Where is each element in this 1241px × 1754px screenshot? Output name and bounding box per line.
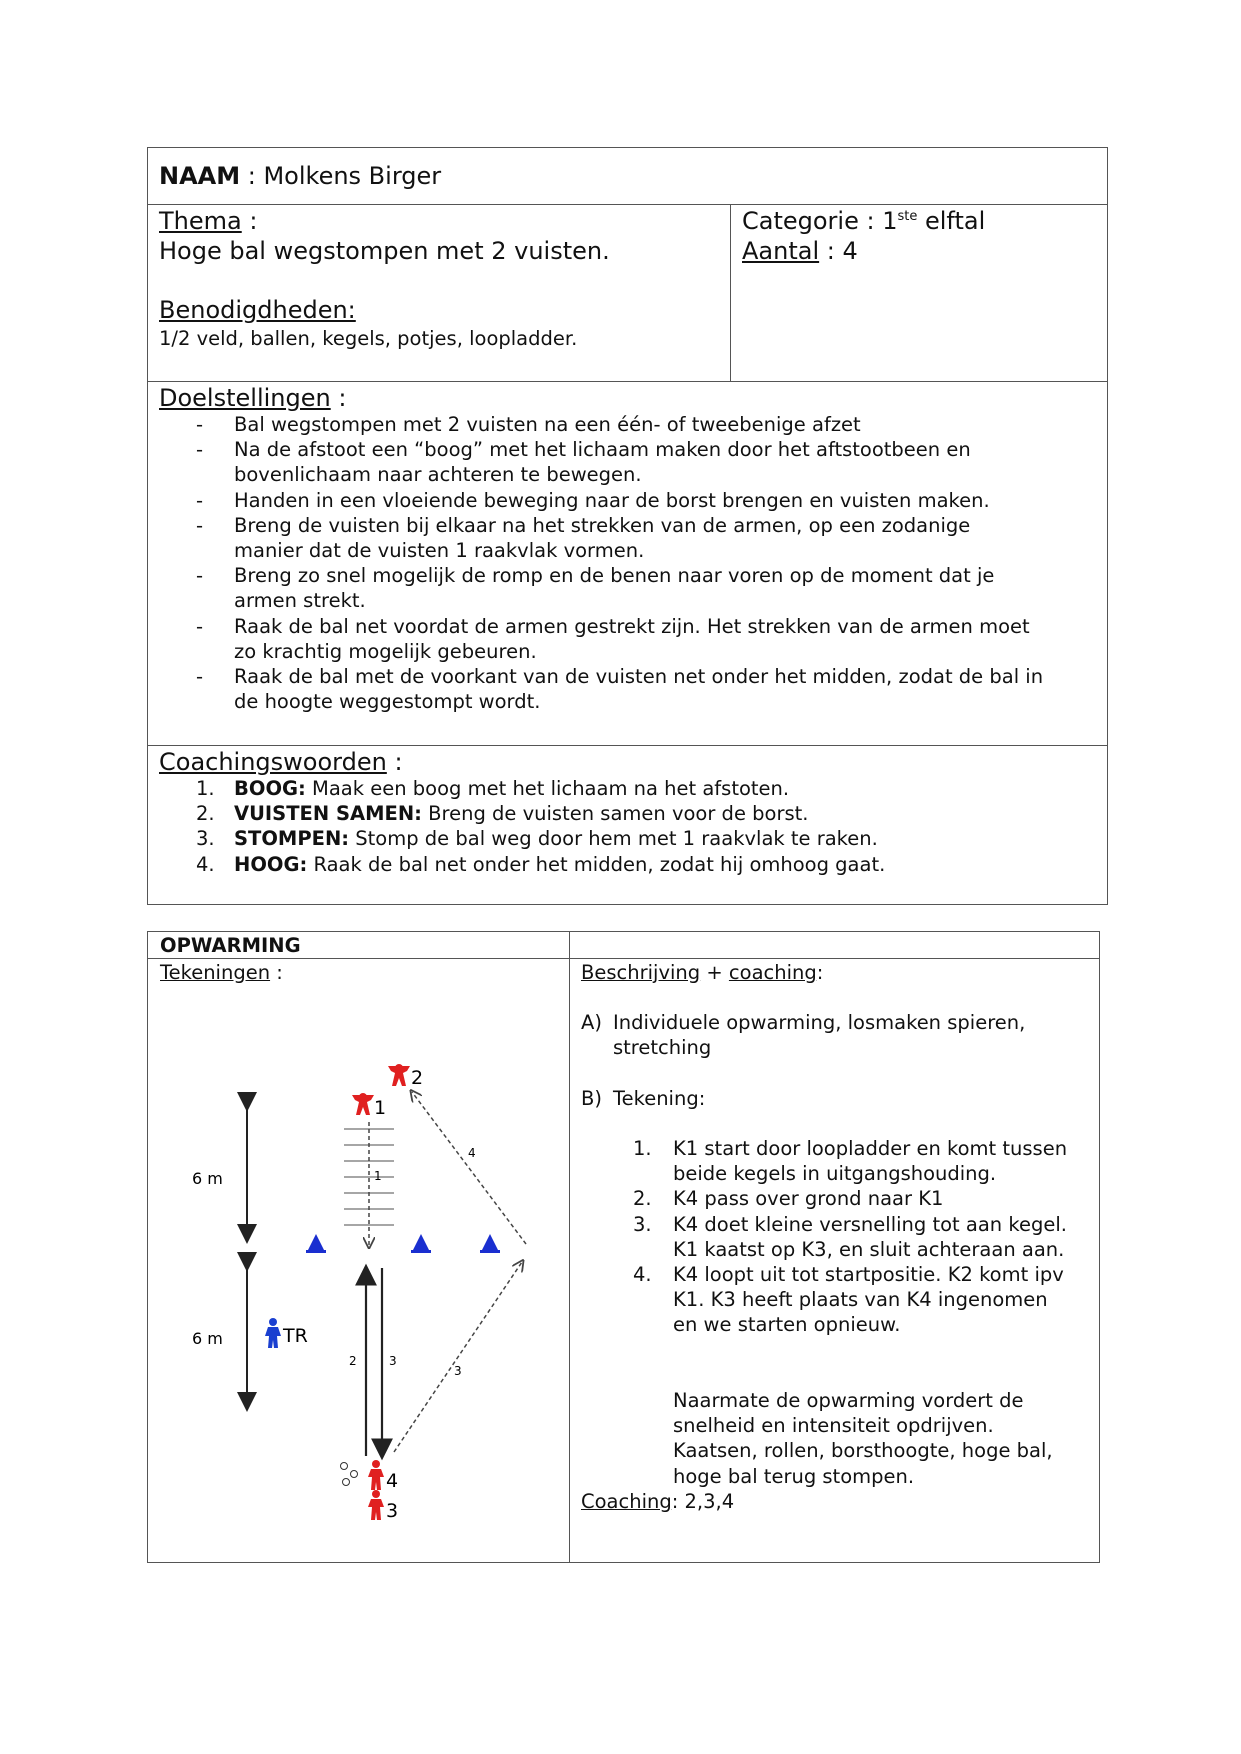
- drill-diagram: [156, 972, 566, 1552]
- trainer-label: TR: [283, 1325, 308, 1347]
- thema-label: Thema: [159, 207, 242, 235]
- step-line: K4 loopt uit tot startpositie. K2 komt ipv: [673, 1263, 1064, 1286]
- section-a-line: Individuele opwarming, losmaken spieren,: [613, 1011, 1026, 1034]
- trainer-icon: [265, 1318, 281, 1348]
- aantal-value: 4: [842, 237, 858, 265]
- beschrijving-heading: Beschrijving + coaching:: [581, 961, 824, 984]
- extra-line: snelheid en intensiteit opdrijven.: [673, 1414, 994, 1438]
- step-line: K1 kaatst op K3, en sluit achteraan aan.: [673, 1237, 1065, 1261]
- aantal-line: Aantal : 4: [742, 237, 858, 265]
- player-label-1: 1: [374, 1097, 387, 1119]
- ball-icon: [341, 1463, 358, 1486]
- step-number: 3.: [633, 1212, 652, 1236]
- coachingswoorden-heading: Coachingswoorden :: [159, 748, 403, 776]
- benodigdheden-value: 1/2 veld, ballen, kegels, potjes, loopladder.: [159, 327, 578, 350]
- step-line: K4 pass over grond naar K1: [673, 1187, 944, 1211]
- dash-bullet: -: [196, 665, 204, 689]
- categorie-label: Categorie: [742, 207, 859, 235]
- path-4-arrow: [412, 1092, 526, 1244]
- dash-bullet: -: [196, 614, 204, 638]
- tekeningen-label: Tekeningen :: [160, 961, 283, 984]
- coachingswoord-item: 4. HOOG: Raak de bal net onder het midden, zodat hij omhoog gaat.: [196, 852, 886, 876]
- column-divider: [569, 932, 570, 1562]
- doelstelling-line: - Raak de bal met de voorkant van de vuisten net onder het midden, zodat de bal in: [196, 665, 1044, 689]
- arrow-label-3: 3: [389, 1354, 397, 1368]
- naam-line: NAAM : Molkens Birger: [159, 162, 442, 190]
- player-label-3: 3: [386, 1500, 399, 1522]
- opwarming-title: OPWARMING: [160, 934, 301, 957]
- naam-value: Molkens Birger: [263, 162, 442, 190]
- aantal-label: Aantal: [742, 237, 820, 265]
- step-line: K1 start door loopladder en komt tussen: [673, 1137, 1068, 1160]
- coachingswoord-item: 1. BOOG: Maak een boog met het lichaam na het afstoten.: [196, 777, 790, 800]
- doelstelling-line: - Bal wegstompen met 2 vuisten na een één- of tweebenige afzet: [196, 413, 861, 436]
- doelstellingen-list: [196, 412, 1044, 714]
- player-icon: [368, 1490, 384, 1520]
- arrow-label-1: 1: [374, 1169, 382, 1183]
- step-number: 4.: [633, 1263, 652, 1286]
- section-a-marker: A): [581, 1011, 602, 1034]
- thema-value: Hoge bal wegstompen met 2 vuisten.: [159, 237, 610, 265]
- opwarming-table: [147, 931, 1100, 1563]
- doelstelling-line: zo krachtig mogelijk gebeuren.: [234, 639, 537, 663]
- doelstellingen-heading: Doelstellingen :: [159, 384, 347, 412]
- row-divider: [148, 204, 1107, 205]
- extra-line: Naarmate de opwarming vordert de: [673, 1389, 1024, 1412]
- naam-label: NAAM: [159, 162, 241, 190]
- player-label-4: 4: [386, 1470, 399, 1492]
- goalkeeper-icon: [388, 1064, 410, 1086]
- path-3-pass-arrow: [394, 1262, 522, 1452]
- step-line: K4 doet kleine versnelling tot aan kegel.: [673, 1212, 1067, 1236]
- doelstelling-line: de hoogte weggestompt wordt.: [234, 690, 541, 714]
- row-divider: [148, 958, 1099, 959]
- step-line: beide kegels in uitgangshouding.: [673, 1162, 997, 1186]
- row-divider: [148, 381, 1107, 382]
- doelstelling-line: - Handen in een vloeiende beweging naar de borst brengen en vuisten maken.: [196, 488, 990, 512]
- distance-label-bottom: 6 m: [192, 1329, 223, 1348]
- cone-icon: [480, 1234, 500, 1253]
- player-label-2: 2: [411, 1067, 424, 1089]
- player-icon: [368, 1460, 384, 1490]
- extra-line: Kaatsen, rollen, borsthoogte, hoge bal,: [673, 1439, 1053, 1463]
- step-line: K1. K3 heeft plaats van K4 ingenomen: [673, 1288, 1048, 1312]
- cone-icon: [306, 1234, 326, 1253]
- dash-bullet: -: [196, 564, 204, 588]
- coachingswoorden-list: [196, 776, 886, 877]
- coaching-footer: Coaching: 2,3,4: [581, 1490, 735, 1513]
- coachingswoord-item: 3. STOMPEN: Stomp de bal weg door hem met 1 raakvlak te raken.: [196, 827, 878, 851]
- section-a-line: stretching: [613, 1036, 712, 1059]
- dash-bullet: -: [196, 413, 204, 436]
- row-divider: [148, 745, 1107, 746]
- step-line: en we starten opnieuw.: [673, 1313, 901, 1337]
- arrow-label-4: 4: [468, 1146, 476, 1160]
- doelstelling-line: - Breng zo snel mogelijk de romp en de benen naar voren op de moment dat je: [196, 564, 995, 588]
- arrow-label-3b: 3: [454, 1364, 462, 1378]
- info-table: [147, 147, 1108, 905]
- doelstelling-line: - Raak de bal net voordat de armen gestrekt zijn. Het strekken van de armen moet: [196, 614, 1030, 638]
- step-number: 1.: [633, 1137, 652, 1160]
- dash-bullet: -: [196, 438, 204, 462]
- section-b-marker: B): [581, 1087, 602, 1110]
- section-b-text: Tekening:: [613, 1087, 706, 1110]
- categorie-line: Categorie : 1ste elftal: [742, 207, 986, 235]
- doelstelling-line: bovenlichaam naar achteren te bewegen.: [234, 463, 642, 487]
- goalkeeper-icon: [352, 1093, 374, 1115]
- arrow-label-2: 2: [349, 1354, 357, 1368]
- distance-label-top: 6 m: [192, 1169, 223, 1188]
- cone-icon: [411, 1234, 431, 1253]
- thema-line: Thema :: [159, 207, 258, 235]
- step-number: 2.: [633, 1187, 652, 1211]
- doelstelling-line: manier dat de vuisten 1 raakvlak vormen.: [234, 539, 645, 563]
- dash-bullet: -: [196, 513, 204, 537]
- doelstelling-line: - Breng de vuisten bij elkaar na het strekken van de armen, op een zodanige: [196, 513, 971, 537]
- doelstelling-line: - Na de afstoot een “boog” met het lichaam maken door het aftstootbeen en: [196, 438, 971, 462]
- dash-bullet: -: [196, 488, 204, 512]
- column-divider: [730, 204, 731, 381]
- benodigdheden-label: Benodigdheden:: [159, 296, 356, 324]
- doelstelling-line: armen strekt.: [234, 589, 366, 613]
- coachingswoord-item: 2. VUISTEN SAMEN: Breng de vuisten samen voor de borst.: [196, 802, 809, 826]
- extra-line: hoge bal terug stompen.: [673, 1464, 915, 1488]
